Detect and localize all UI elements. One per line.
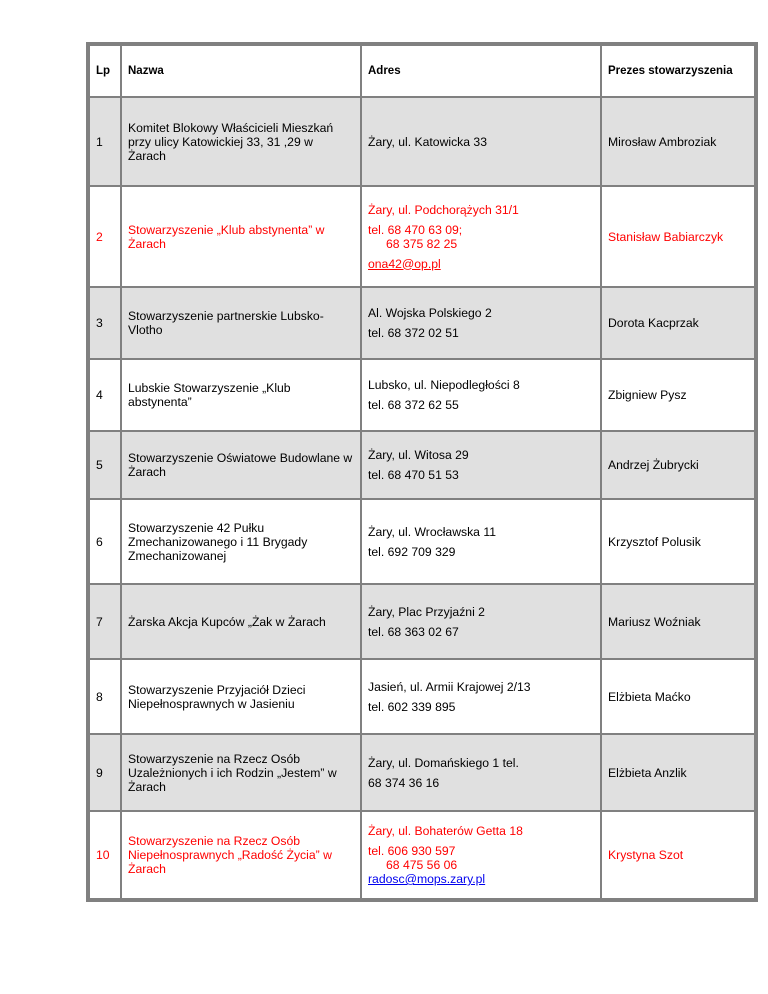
address-street: Żary, ul. Katowicka 33: [368, 134, 487, 149]
address-phone: [368, 844, 594, 872]
address-phone: 68 374 36 16: [368, 775, 440, 790]
table-row: [89, 811, 755, 899]
row-name: Stowarzyszenie na Rzecz Osób Uzależnionych i ich Rodzin „Jestem” w Żarach: [121, 734, 361, 811]
row-name: Stowarzyszenie Przyjaciół Dzieci Niepełnosprawnych w Jasieniu: [121, 659, 361, 734]
row-address: [361, 811, 601, 899]
row-president: Mariusz Woźniak: [601, 584, 755, 659]
row-lp: 10: [89, 811, 121, 899]
associations-table: [86, 42, 758, 902]
header-name: Nazwa: [121, 45, 361, 97]
header-lp: Lp: [89, 45, 121, 97]
row-address: [361, 359, 601, 431]
table-row: [89, 359, 755, 431]
address-street: Żary, Plac Przyjaźni 2: [368, 604, 485, 619]
row-lp: 1: [89, 97, 121, 186]
row-name: Żarska Akcja Kupców „Żak w Żarach: [121, 584, 361, 659]
email-link[interactable]: ona42@op.pl: [368, 256, 441, 271]
address-phone: tel. 602 339 895: [368, 699, 456, 714]
row-name: Stowarzyszenie „Klub abstynenta” w Żarach: [121, 186, 361, 287]
phone-secondary: 68 475 56 06: [386, 858, 458, 872]
row-address: [361, 186, 601, 287]
address-phone: tel. 692 709 329: [368, 544, 456, 559]
row-address: [361, 97, 601, 186]
header-president: Prezes stowarzyszenia: [601, 45, 755, 97]
address-street: Żary, ul. Witosa 29: [368, 448, 469, 462]
row-address: [361, 287, 601, 359]
address-phone: tel. 68 363 02 67: [368, 624, 459, 639]
row-president: Elżbieta Anzlik: [601, 734, 755, 811]
phone-secondary: 68 375 82 25: [386, 236, 458, 251]
row-lp: 2: [89, 186, 121, 287]
table-row: [89, 659, 755, 734]
table-row: [89, 734, 755, 811]
row-president: Krzysztof Polusik: [601, 499, 755, 584]
row-name: Stowarzyszenie Oświatowe Budowlane w Żarach: [121, 431, 361, 499]
row-lp: 4: [89, 359, 121, 431]
row-name: Stowarzyszenie na Rzecz Osób Niepełnosprawnych „Radość Życia” w Żarach: [121, 811, 361, 899]
address-phone: tel. 68 372 02 51: [368, 326, 459, 340]
address-street: Żary, ul. Domańskiego 1 tel.: [368, 755, 519, 770]
table-row: [89, 186, 755, 287]
phone-primary: tel. 68 470 63 09;: [368, 222, 463, 237]
address-street: Żary, ul. Podchorążych 31/1: [368, 202, 519, 217]
row-lp: 8: [89, 659, 121, 734]
table-row: [89, 97, 755, 186]
row-lp: 7: [89, 584, 121, 659]
address-street: Żary, ul. Bohaterów Getta 18: [368, 824, 523, 838]
row-lp: 3: [89, 287, 121, 359]
row-lp: 6: [89, 499, 121, 584]
row-address: [361, 431, 601, 499]
address-phone: tel. 68 470 51 53: [368, 468, 459, 482]
email-link[interactable]: radosc@mops.zary.pl: [368, 872, 486, 886]
address-street: Jasień, ul. Armii Krajowej 2/13: [368, 679, 531, 694]
row-president: Dorota Kacprzak: [601, 287, 755, 359]
row-name: Stowarzyszenie partnerskie Lubsko-Vlotho: [121, 287, 361, 359]
row-lp: 9: [89, 734, 121, 811]
address-street: Lubsko, ul. Niepodległości 8: [368, 378, 520, 392]
row-president: Zbigniew Pysz: [601, 359, 755, 431]
phone-primary: tel. 606 930 597: [368, 844, 456, 858]
row-lp: 5: [89, 431, 121, 499]
header-row: [89, 45, 755, 97]
row-address: [361, 659, 601, 734]
row-address: [361, 584, 601, 659]
table-row: [89, 584, 755, 659]
row-name: Komitet Blokowy Właścicieli Mieszkań przy ulicy Katowickiej 33, 31 ,29 w Żarach: [121, 97, 361, 186]
row-president: Krystyna Szot: [601, 811, 755, 899]
row-president: Andrzej Żubrycki: [601, 431, 755, 499]
table-row: [89, 499, 755, 584]
row-name: Lubskie Stowarzyszenie „Klub abstynenta”: [121, 359, 361, 431]
header-address: Adres: [361, 45, 601, 97]
address-street: Al. Wojska Polskiego 2: [368, 306, 492, 320]
table-row: [89, 287, 755, 359]
table-row: [89, 431, 755, 499]
row-president: Mirosław Ambroziak: [601, 97, 755, 186]
row-president: Stanisław Babiarczyk: [601, 186, 755, 287]
row-address: [361, 734, 601, 811]
address-phone: [368, 223, 594, 251]
address-street: Żary, ul. Wrocławska 11: [368, 524, 497, 539]
row-address: [361, 499, 601, 584]
address-phone: tel. 68 372 62 55: [368, 398, 459, 412]
row-name: Stowarzyszenie 42 Pułku Zmechanizowanego i 11 Brygady Zmechanizowanej: [121, 499, 361, 584]
row-president: Elżbieta Maćko: [601, 659, 755, 734]
